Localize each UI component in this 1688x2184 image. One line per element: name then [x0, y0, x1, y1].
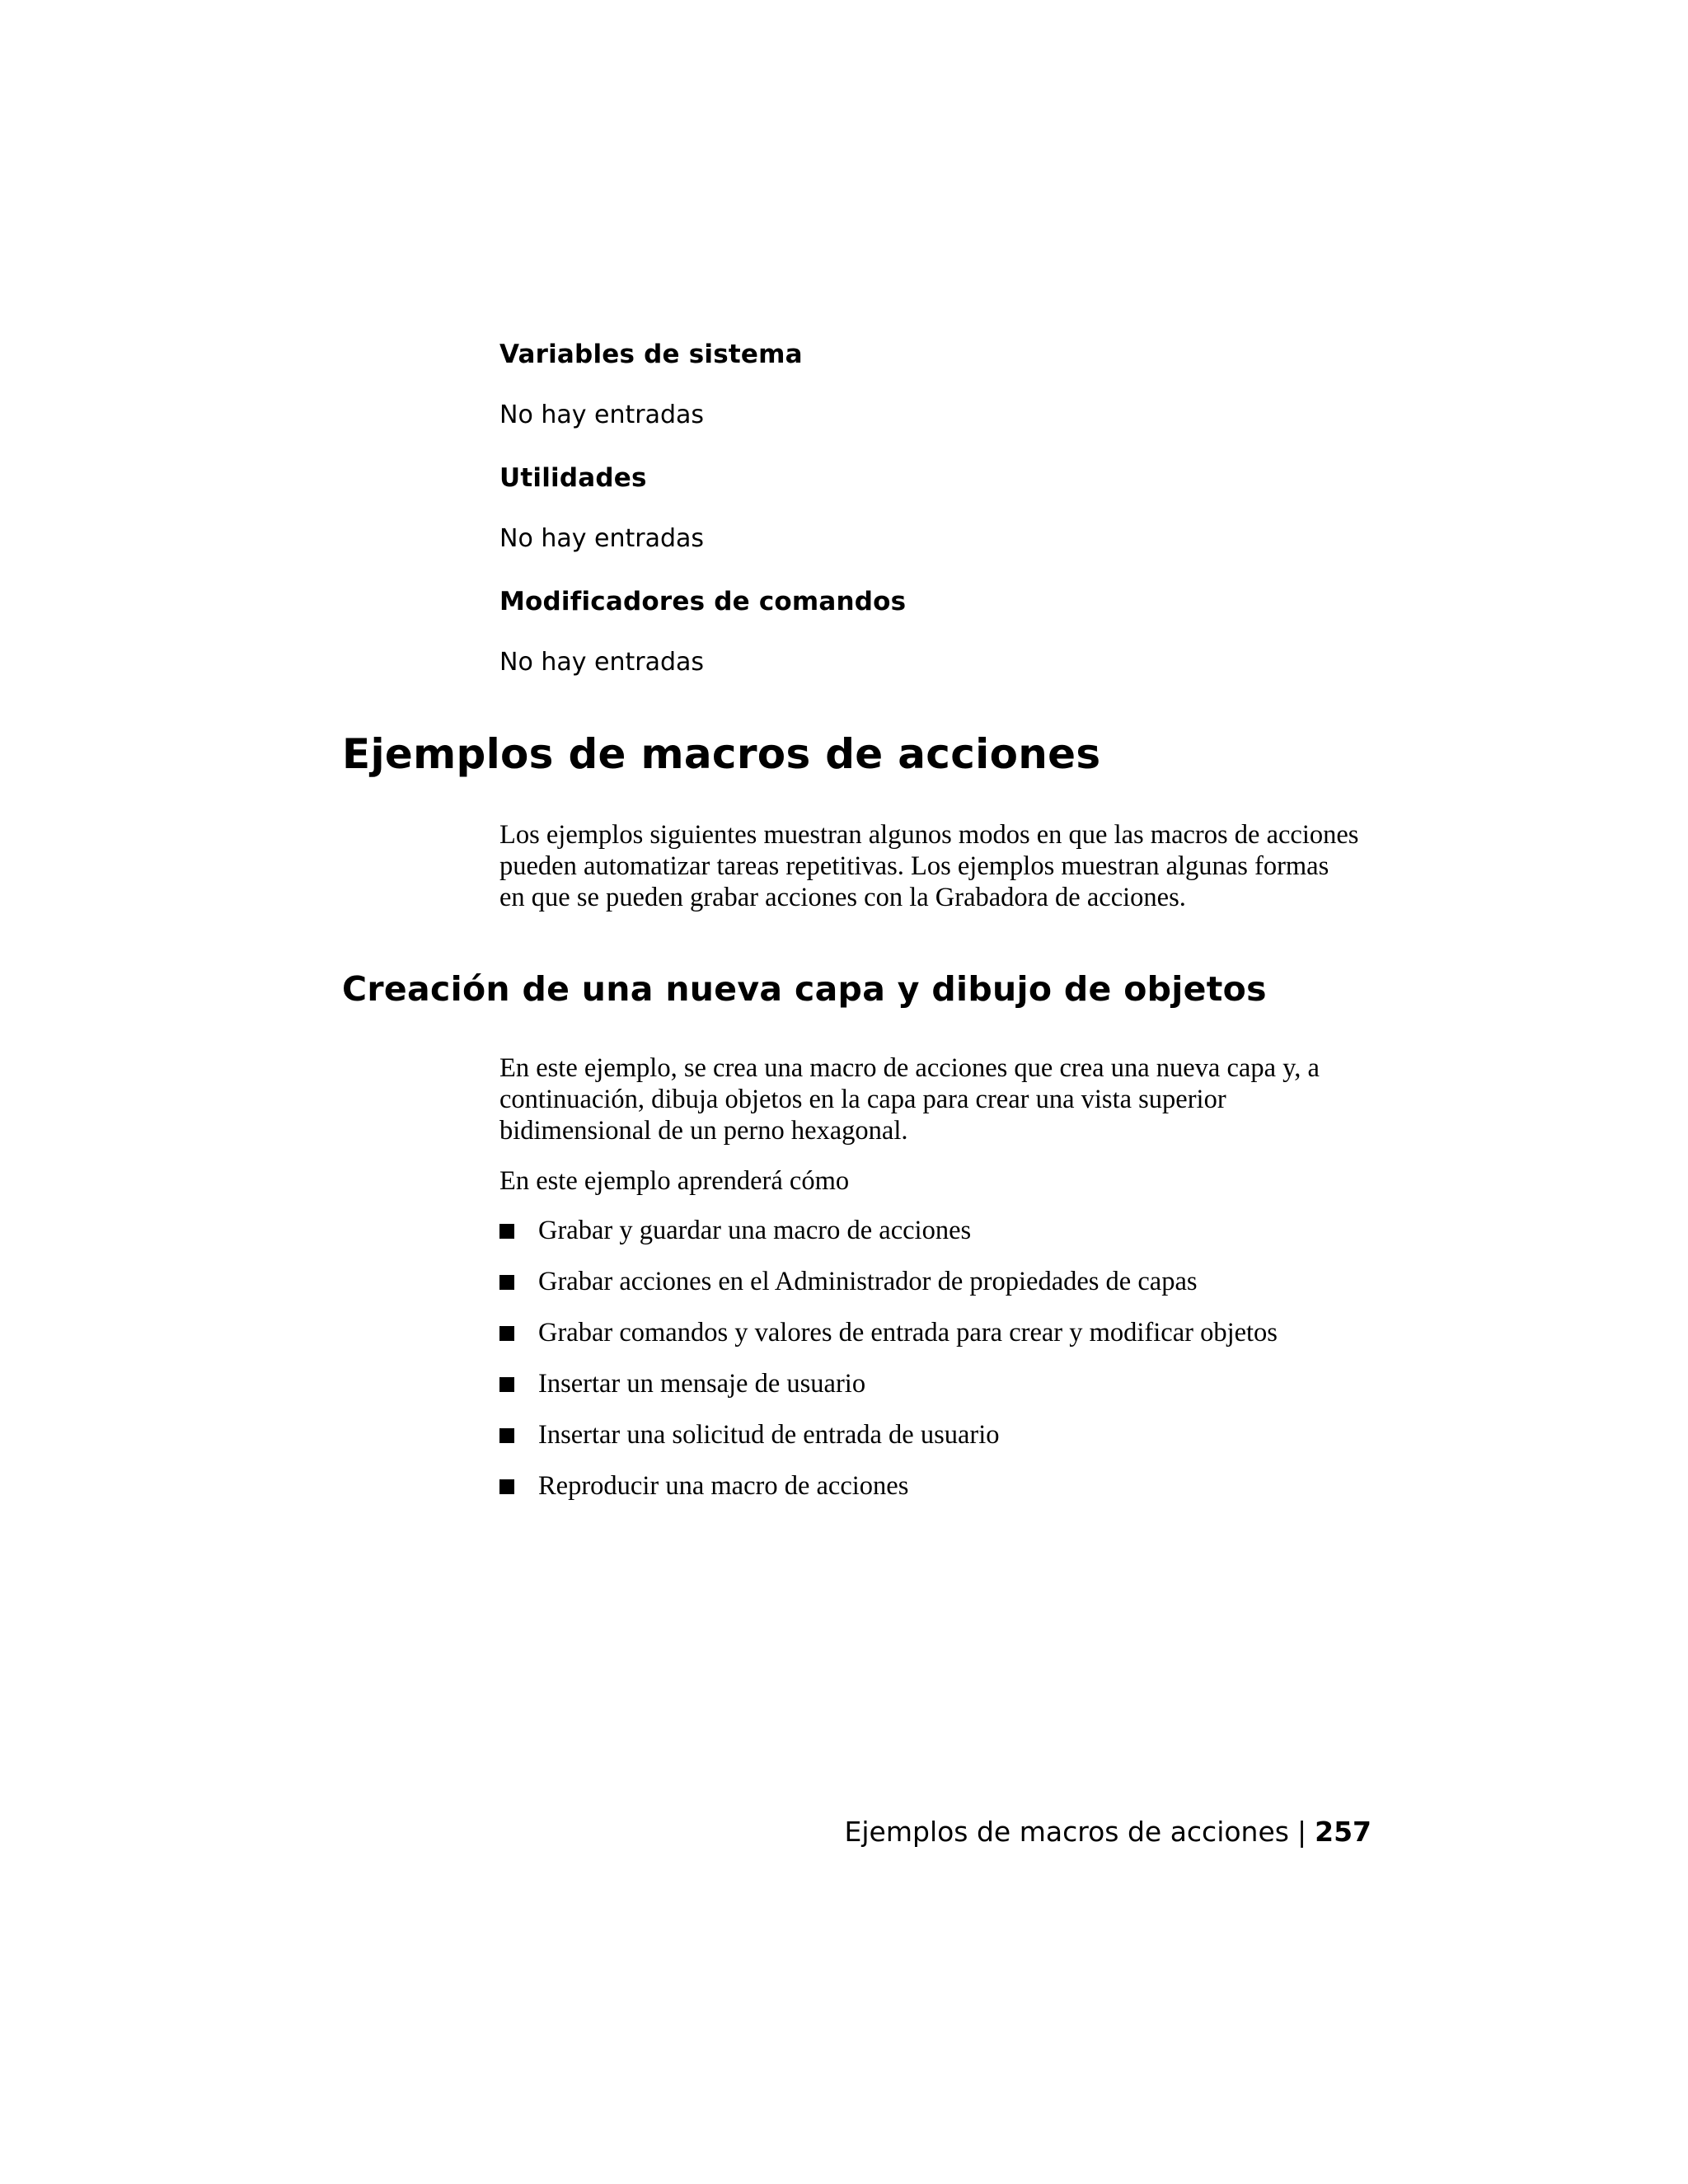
footer-title: Ejemplos de macros de acciones — [844, 1816, 1289, 1848]
list-item — [499, 1265, 1278, 1316]
text-no-entries-sysvars: No hay entradas — [499, 401, 705, 429]
sub-heading: Creación de una nueva capa y dibujo de objetos — [342, 969, 1267, 1009]
list-item — [499, 1316, 1278, 1367]
heading-modificadores-de-comandos: Modificadores de comandos — [499, 587, 907, 616]
list-item-text: Grabar comandos y valores de entrada para crear y modificar objetos — [538, 1318, 1278, 1347]
intro-line: Los ejemplos siguientes muestran algunos modos en que las macros de acciones — [499, 820, 1359, 850]
list-item — [499, 1418, 1278, 1469]
list-item — [499, 1469, 1278, 1521]
learning-list — [499, 1214, 1278, 1521]
page-number: 257 — [1315, 1816, 1372, 1848]
list-item — [499, 1214, 1278, 1265]
intro-paragraph — [499, 819, 1390, 913]
heading-variables-de-sistema: Variables de sistema — [499, 340, 803, 369]
example-line: bidimensional de un perno hexagonal. — [499, 1116, 908, 1146]
learn-intro: En este ejemplo aprenderá cómo — [499, 1166, 850, 1196]
square-bullet-icon — [499, 1224, 514, 1239]
list-item-text: Reproducir una macro de acciones — [538, 1471, 909, 1501]
page-footer — [845, 1816, 1372, 1848]
square-bullet-icon — [499, 1326, 514, 1341]
text-no-entries-utilities: No hay entradas — [499, 524, 705, 553]
list-item-text: Insertar un mensaje de usuario — [538, 1369, 866, 1399]
square-bullet-icon — [499, 1275, 514, 1290]
list-item-text: Grabar y guardar una macro de acciones — [538, 1216, 972, 1245]
example-line: En este ejemplo, se crea una macro de acciones que crea una nueva capa y, a — [499, 1053, 1320, 1083]
intro-line: pueden automatizar tareas repetitivas. Los ejemplos muestran algunas formas — [499, 851, 1329, 881]
footer-separator: | — [1296, 1816, 1307, 1848]
square-bullet-icon — [499, 1479, 514, 1494]
intro-line: en que se pueden grabar acciones con la Grabadora de acciones. — [499, 883, 1186, 912]
list-item-text: Grabar acciones en el Administrador de propiedades de capas — [538, 1267, 1198, 1296]
list-item-text: Insertar una solicitud de entrada de usuario — [538, 1420, 1000, 1450]
heading-utilidades: Utilidades — [499, 463, 647, 493]
example-line: continuación, dibuja objetos en la capa para crear una vista superior — [499, 1085, 1226, 1114]
list-item — [499, 1367, 1278, 1418]
text-no-entries-modifiers: No hay entradas — [499, 648, 705, 677]
example-paragraph — [499, 1052, 1390, 1146]
main-heading: Ejemplos de macros de acciones — [342, 730, 1101, 778]
square-bullet-icon — [499, 1428, 514, 1443]
square-bullet-icon — [499, 1377, 514, 1392]
